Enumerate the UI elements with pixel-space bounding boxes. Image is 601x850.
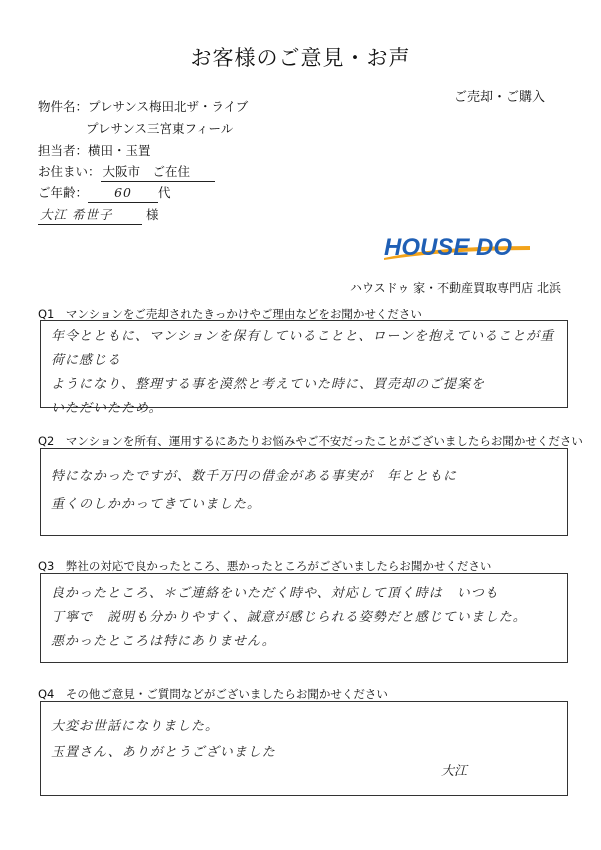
- age-row: [38, 184, 171, 203]
- residence-row: [38, 163, 215, 182]
- residence-label: お住まい：: [38, 164, 101, 179]
- answer-1-text: 年令とともに、マンションを保有していることと、ローンを抱えていることが重荷に感じる ようになり、整理する事を漠然と考えていた時に、買売却のご提案を いただいたため。: [51, 329, 555, 416]
- housedo-logo: [380, 232, 570, 264]
- answer-2-box: [40, 448, 568, 536]
- answer-1-box: [40, 320, 568, 416]
- property-name-1: プレサンス梅田北ザ・ライブ: [88, 99, 249, 114]
- customer-name: 大江 希世子: [38, 206, 142, 225]
- customer-name-suffix: 様: [145, 207, 159, 222]
- staff-value: 横田・玉置: [88, 143, 151, 158]
- answer-4-signature: 大江: [441, 764, 468, 779]
- property-name-2: プレサンス三宮東フィール: [86, 121, 234, 136]
- answer-4-text: 大変お世話になりました。 玉置さん、ありがとうございました: [51, 719, 276, 760]
- question-2-label: Q2 マンションを所有、運用するにあたりお悩みやご不安だったことがございましたらお聞かせください: [38, 434, 583, 448]
- property-label: 物件名：: [38, 99, 89, 114]
- residence-value: 大阪市 ご在住: [101, 163, 215, 182]
- logo-text: HOUSE DO: [384, 234, 513, 261]
- age-label: ご年齢：: [38, 185, 89, 200]
- company-name: ハウスドゥ 家・不動産買取専門店 北浜: [350, 281, 561, 295]
- housedo-logo-mark: [380, 232, 570, 264]
- answer-2-text: 特になかったですが、数千万円の借金がある事実が 年とともに 重くのしかかってきていました。: [51, 469, 458, 512]
- question-4-label: Q4 その他ご意見・ご質問などがございましたらお聞かせください: [38, 687, 388, 701]
- staff-row: [38, 142, 151, 160]
- staff-label: 担当者：: [38, 143, 89, 158]
- page-title: お客様のご意見・お声: [190, 46, 411, 70]
- survey-type: ご売却・ご購入: [453, 90, 545, 105]
- customer-name-row: [38, 206, 159, 225]
- age-suffix: 代: [158, 185, 171, 200]
- question-3-label: Q3 弊社の対応で良かったところ、悪かったところがございましたらお聞かせください: [38, 559, 492, 573]
- property-row: [38, 98, 248, 116]
- answer-3-box: [40, 573, 568, 663]
- question-1-label: Q1 マンションをご売却されたきっかけやご理由などをお聞かせください: [38, 307, 422, 321]
- age-value: 60: [88, 184, 158, 203]
- answer-4-box: [40, 701, 568, 796]
- answer-3-text: 良かったところ、＊ご連絡をいただく時や、対応して頂く時は いつも 丁寧で 説明も分かりやすく、誠意が感じられる姿勢だと感じていました。 悪かったところは特にありません。: [51, 586, 527, 649]
